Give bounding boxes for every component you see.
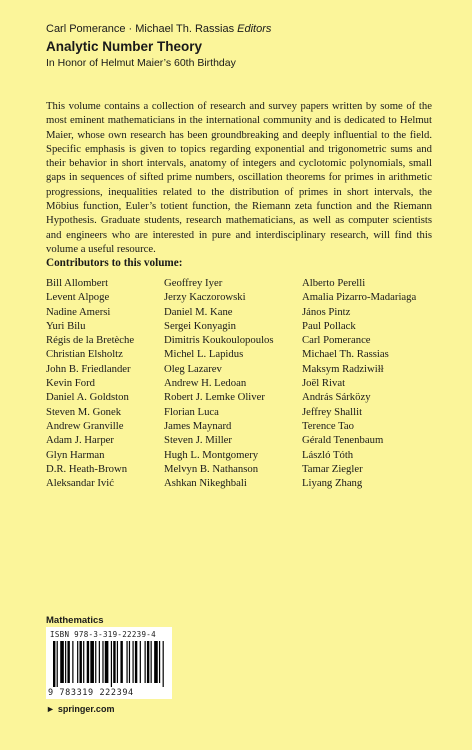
barcode-digits: 9 783319 222394 bbox=[48, 688, 134, 698]
book-title: Analytic Number Theory bbox=[46, 39, 203, 54]
barcode-bar bbox=[129, 641, 130, 683]
barcode-bars bbox=[52, 641, 166, 687]
contributor-name: Aleksandar Ivić bbox=[46, 477, 114, 490]
contributor-name: Andrew Granville bbox=[46, 419, 124, 432]
contributor-name: Nadine Amersi bbox=[46, 305, 111, 318]
contributor-name: Geoffrey Iyer bbox=[164, 277, 223, 289]
barcode-bar bbox=[151, 641, 152, 683]
contributor-name: Hugh L. Montgomery bbox=[164, 448, 259, 461]
contributor-name: Michel L. Lapidus bbox=[164, 348, 244, 361]
contributor-name: Christian Elsholtz bbox=[46, 348, 123, 361]
contributor-name: Alberto Perelli bbox=[302, 277, 366, 289]
contributor-name: Steven J. Miller bbox=[164, 434, 232, 447]
publisher-url: springer.com bbox=[57, 704, 115, 714]
barcode-bar bbox=[72, 641, 73, 683]
contributor-name: Liyang Zhang bbox=[302, 477, 363, 490]
barcode-bar bbox=[145, 641, 146, 683]
contributor-name: Tamar Ziegler bbox=[302, 462, 363, 475]
subject-category: Mathematics bbox=[46, 615, 104, 626]
barcode-bar bbox=[83, 641, 84, 683]
barcode-bar bbox=[154, 641, 158, 683]
contributor-name: Daniel A. Goldston bbox=[46, 391, 129, 404]
barcode-bar bbox=[53, 641, 55, 687]
contributor-name: Melvyn B. Nathanson bbox=[164, 462, 259, 475]
book-subtitle: In Honor of Helmut Maier’s 60th Birthday bbox=[46, 57, 236, 69]
contributor-name: Glyn Harman bbox=[46, 448, 105, 461]
barcode-bar bbox=[95, 641, 96, 683]
contributor-name: Andrew H. Ledoan bbox=[164, 377, 247, 390]
contributor-name: James Maynard bbox=[164, 419, 232, 432]
contributor-name: Robert J. Lemke Oliver bbox=[164, 391, 265, 404]
contributor-name: Maksym Radziwiłł bbox=[302, 362, 384, 375]
barcode-bar bbox=[60, 641, 64, 683]
barcode-bar bbox=[159, 641, 160, 683]
barcode-bar bbox=[135, 641, 137, 683]
contributor-name: Amalia Pizarro-Madariaga bbox=[302, 291, 417, 304]
barcode-bar bbox=[147, 641, 149, 683]
barcode-bar bbox=[99, 641, 100, 683]
barcode-bar bbox=[102, 641, 103, 683]
barcode-bar bbox=[111, 641, 112, 687]
contributor-name: Régis de la Bretèche bbox=[46, 334, 135, 347]
contributor-name: Terence Tao bbox=[302, 419, 355, 432]
contributor-name: Steven M. Gonek bbox=[46, 405, 122, 418]
contributor-name: Bill Allombert bbox=[46, 277, 109, 289]
contributor-name: Adam J. Harper bbox=[46, 434, 114, 447]
contributors-column-3 bbox=[302, 276, 416, 490]
contributor-name: Carl Pomerance bbox=[302, 334, 371, 347]
book-description: This volume contains a collection of research and survey papers written by some of the most eminent mathematicians in the international community and is dedicated to Helmut Maier, whose own research has been groundbreaking and deeply influential to the field. Specific emphasis is given to topics regarding exponential and trigonometric sums and their behavior in short intervals, anatomy of integers and cyclotomic polynomials, small gaps in sequences of sifted prime numbers, oscillation theorems for primes in arithmetic progressions, inequalities related to the distribution of primes in short intervals, the Möbius function, Euler’s totient function, the Riemann zeta function and the Riemann Hypothesis. Graduate students, research mathematicians, as well as computer scientists and engineers who are interested in pure and interdisciplinary research, will find this volume a useful resource. bbox=[46, 100, 432, 255]
contributor-name: Dimitris Koukoulopoulos bbox=[164, 334, 274, 347]
editors-role: Editors bbox=[237, 23, 272, 35]
contributor-name: Jeffrey Shallit bbox=[302, 405, 363, 418]
contributor-name: Michael Th. Rassias bbox=[302, 348, 389, 361]
contributor-name: Gérald Tenenbaum bbox=[302, 434, 384, 447]
barcode-bar bbox=[90, 641, 94, 683]
barcode-bar bbox=[140, 641, 141, 683]
contributor-name: Yuri Bilu bbox=[46, 319, 86, 332]
contributor-name: János Pintz bbox=[302, 305, 351, 318]
barcode-bar bbox=[67, 641, 69, 683]
editors-line bbox=[46, 22, 271, 36]
contributor-name: Daniel M. Kane bbox=[164, 305, 233, 318]
contributors-column-2 bbox=[164, 276, 274, 490]
editors-names: Carl Pomerance · Michael Th. Rassias bbox=[46, 23, 235, 35]
publisher-link[interactable] bbox=[46, 704, 114, 714]
contributor-name: Florian Luca bbox=[164, 405, 219, 418]
contributor-name: András Sárközy bbox=[302, 391, 371, 404]
contributors-heading: Contributors to this volume: bbox=[46, 257, 183, 269]
arrow-right-icon: ► bbox=[46, 704, 55, 714]
barcode-bar bbox=[126, 641, 127, 683]
contributor-name: László Tóth bbox=[302, 448, 354, 461]
isbn-number: ISBN 978-3-319-22239-4 bbox=[50, 630, 156, 639]
barcode-bar bbox=[163, 641, 164, 687]
contributor-name: Sergei Konyagin bbox=[164, 319, 236, 332]
contributor-name: Paul Pollack bbox=[302, 319, 356, 332]
barcode-bar bbox=[65, 641, 66, 683]
barcode-bar bbox=[79, 641, 81, 683]
barcode-bar bbox=[57, 641, 58, 687]
barcode-bar bbox=[105, 641, 109, 683]
contributor-name: John B. Friedlander bbox=[46, 362, 131, 375]
contributor-name: Oleg Lazarev bbox=[164, 362, 222, 375]
barcode-bar bbox=[120, 641, 122, 683]
isbn-barcode bbox=[46, 627, 172, 699]
barcode-bar bbox=[113, 641, 115, 683]
contributors-column-1 bbox=[46, 276, 134, 490]
barcode-bar bbox=[87, 641, 89, 683]
contributor-name: Kevin Ford bbox=[46, 377, 95, 390]
contributor-name: Levent Alpoge bbox=[46, 291, 110, 304]
contributor-name: Jerzy Kaczorowski bbox=[164, 291, 246, 304]
contributor-name: Ashkan Nikeghbali bbox=[164, 477, 247, 490]
barcode-bar bbox=[117, 641, 118, 683]
book-header bbox=[46, 22, 271, 70]
barcode-bar bbox=[132, 641, 133, 683]
barcode-bar bbox=[77, 641, 78, 683]
contributor-name: Joël Rivat bbox=[302, 377, 346, 390]
contributor-name: D.R. Heath-Brown bbox=[46, 462, 128, 475]
